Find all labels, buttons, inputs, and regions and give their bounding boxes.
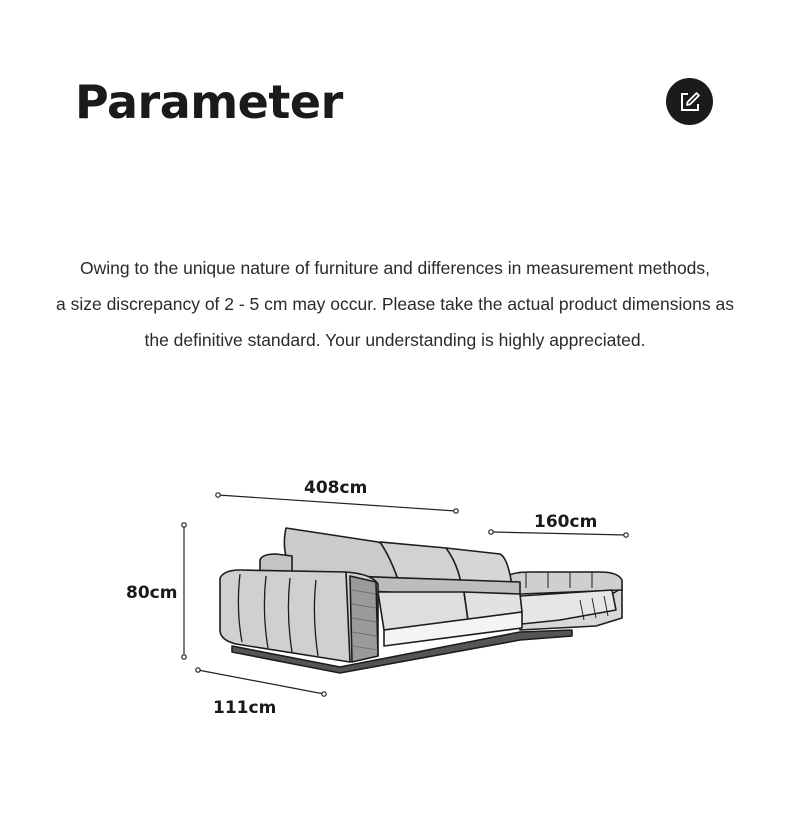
notice-line-3: the definitive standard. Your understanding is highly appreciated. — [144, 330, 646, 350]
sofa-illustration — [0, 460, 790, 740]
length-label: 408cm — [304, 478, 368, 498]
depth-label: 111cm — [213, 698, 277, 718]
notice-line-1: Owing to the unique nature of furniture and differences in measurement methods, — [79, 258, 711, 278]
page-title: Parameter — [75, 75, 343, 129]
edit-button[interactable] — [666, 78, 713, 125]
notice-line-2: a size discrepancy of 2 - 5 cm may occur. Please take the actual product dimensions as — [56, 294, 734, 314]
size-notice — [20, 250, 770, 358]
sofa-drawing — [220, 528, 622, 673]
chaise-width-label: 160cm — [534, 512, 598, 532]
edit-icon — [678, 90, 702, 114]
height-label: 80cm — [126, 583, 178, 603]
sofa-dimension-diagram — [0, 460, 790, 740]
